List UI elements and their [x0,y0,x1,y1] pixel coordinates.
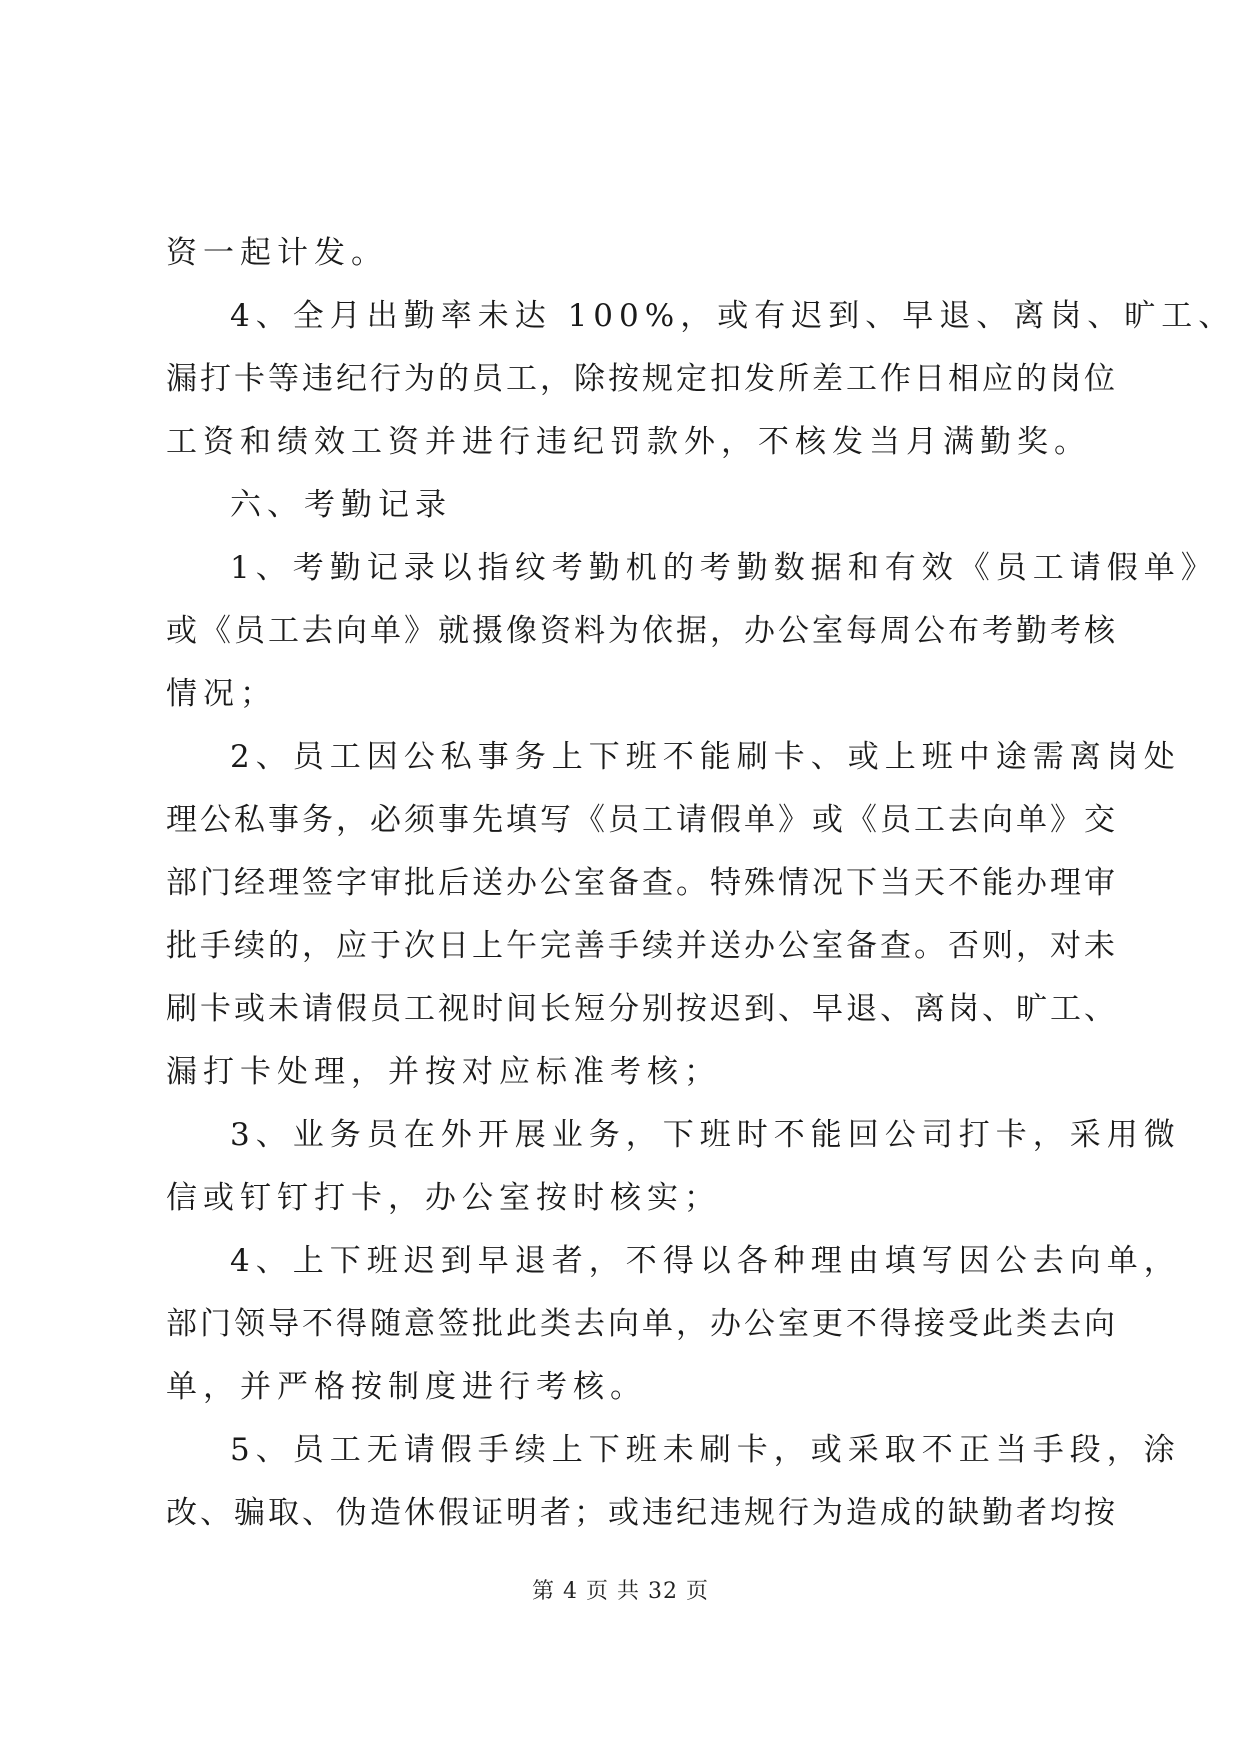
text-line: 3、业务员在外开展业务，下班时不能回公司打卡，采用微 [230,1117,1181,1153]
page-number-footer: 第 4 页 共 32 页 [532,1579,709,1604]
text-line: 情况； [166,676,277,712]
section-heading: 六、考勤记录 [230,487,452,523]
text-line: 漏打卡处理，并按对应标准考核； [166,1054,721,1090]
text-line: 5、员工无请假手续上下班未刷卡，或采取不正当手段，涂 [230,1432,1181,1468]
document-body [166,222,1236,1545]
text-line: 工资和绩效工资并进行违纪罚款外，不核发当月满勤奖。 [166,424,1091,460]
text-line: 理公私事务，必须事先填写《员工请假单》或《员工去向单》交 [166,802,1118,838]
text-line: 刷卡或未请假员工视时间长短分别按迟到、早退、离岗、旷工、 [166,991,1118,1027]
text-line: 或《员工去向单》就摄像资料为依据，办公室每周公布考勤考核 [166,613,1118,649]
text-line: 信或钉钉打卡，办公室按时核实； [166,1180,721,1216]
text-line: 2、员工因公私事务上下班不能刷卡、或上班中途需离岗处 [230,739,1181,775]
text-line: 单，并严格按制度进行考核。 [166,1369,647,1405]
text-line: 漏打卡等违纪行为的员工，除按规定扣发所差工作日相应的岗位 [166,361,1118,397]
text-line: 部门领导不得随意签批此类去向单，办公室更不得接受此类去向 [166,1306,1118,1342]
text-line: 改、骗取、伪造休假证明者；或违纪违规行为造成的缺勤者均按 [166,1495,1118,1531]
text-line: 批手续的，应于次日上午完善手续并送办公室备查。否则，对未 [166,928,1118,964]
text-line: 1、考勤记录以指纹考勤机的考勤数据和有效《员工请假单》 [230,550,1218,586]
text-line: 部门经理签字审批后送办公室备查。特殊情况下当天不能办理审 [166,865,1118,901]
text-line: 4、上下班迟到早退者，不得以各种理由填写因公去向单， [230,1243,1181,1279]
text-line: 资一起计发。 [166,235,388,271]
text-line: 4、全月出勤率未达 100%，或有迟到、早退、离岗、旷工、 [230,298,1236,334]
